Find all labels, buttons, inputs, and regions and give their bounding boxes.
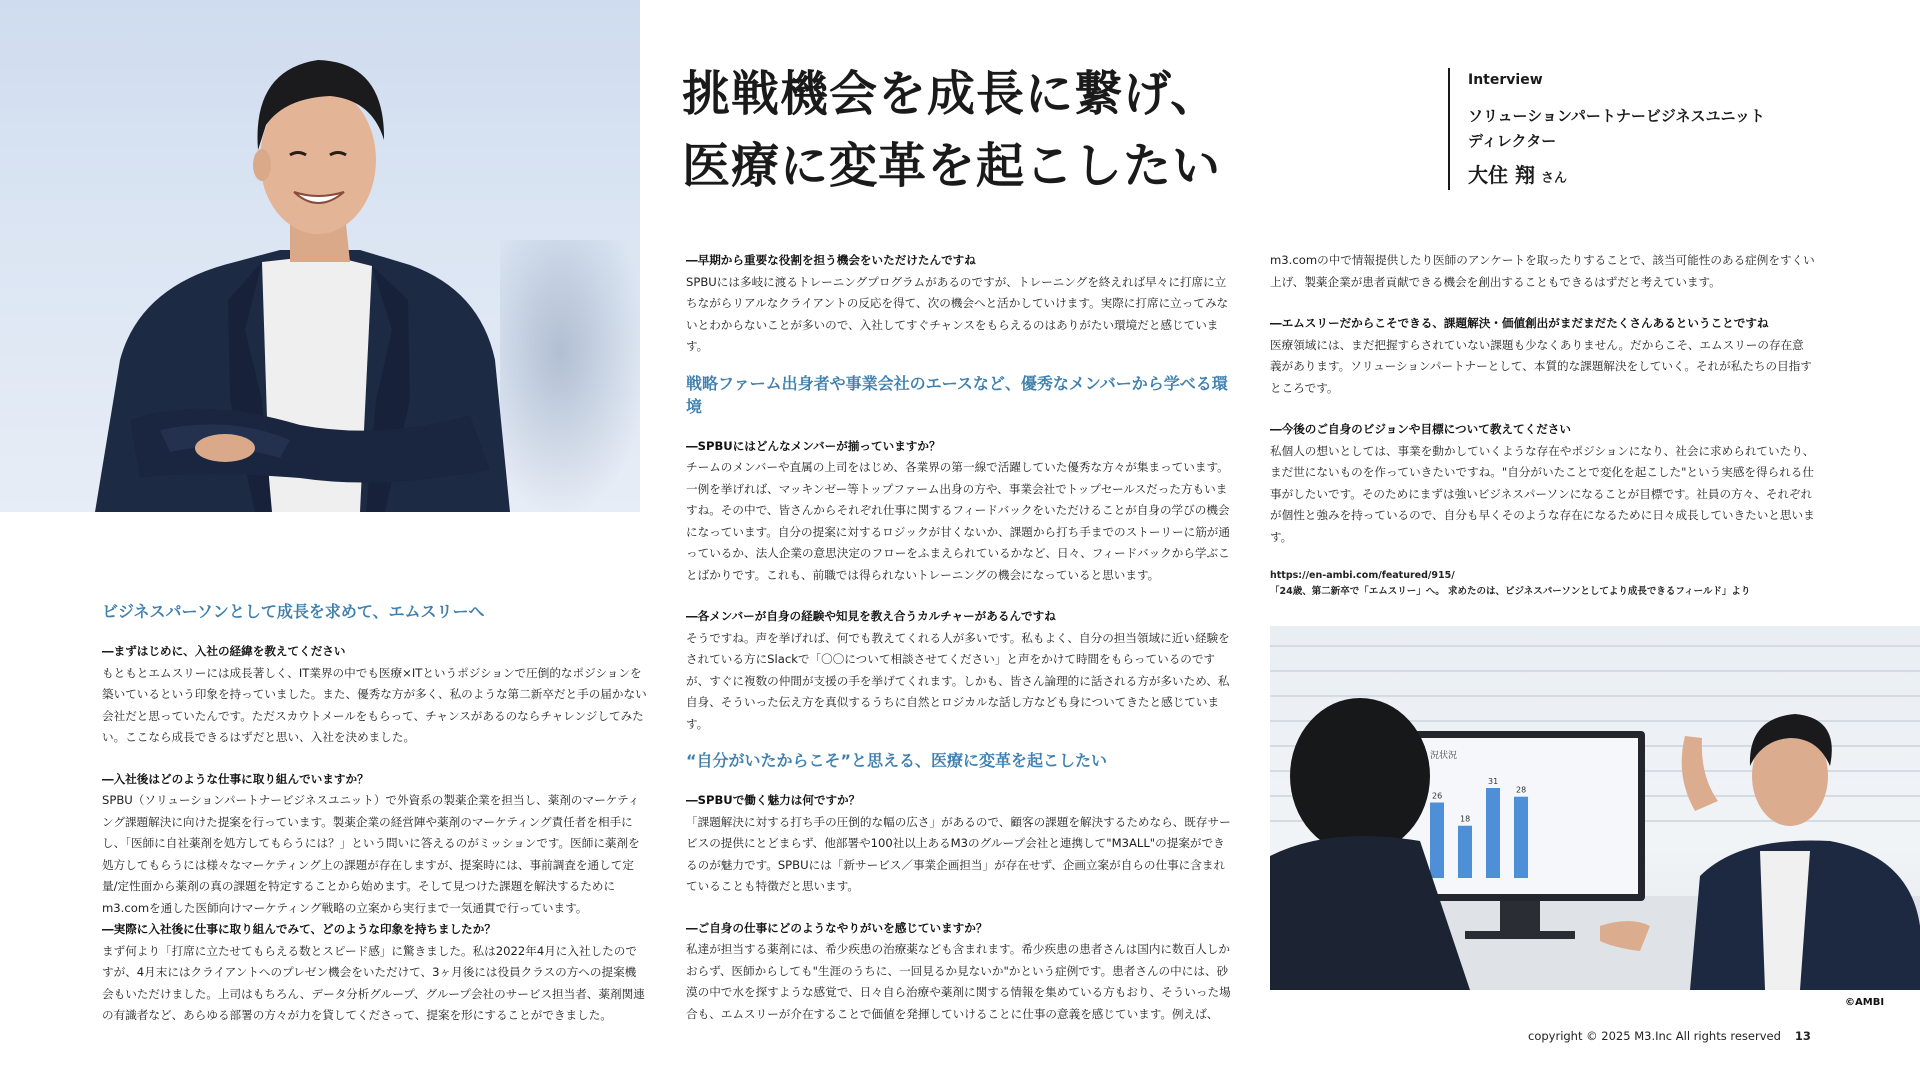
- question: ―まずはじめに、入社の経緯を教えてください: [102, 644, 346, 658]
- title-line-1: 挑戦機会を成長に繋げ、: [682, 66, 1220, 122]
- monitor-bar-label: 31: [1488, 777, 1499, 786]
- monitor-bar: [1514, 797, 1528, 878]
- column-2: [686, 250, 1231, 1025]
- copyright: copyright © 2025 M3.Inc All rights reserved: [1528, 1029, 1781, 1043]
- monitor-bar: [1430, 803, 1444, 878]
- answer: SPBUには多岐に渡るトレーニングプログラムがあるのですが、トレーニングを終えれば早々に打席に立ちながらリアルなクライアントの反応を得て、次の機会へと活かしていけます。実際に打席に立ってみないとわからないことが多いので、入社してすぐチャンスをもらえるのはありがたい環境だと感じています。: [686, 274, 1229, 353]
- profile-block: [1448, 68, 1888, 190]
- department-label: [1468, 104, 1888, 154]
- page-title: [682, 58, 1282, 202]
- answer: そうですね。声を挙げれば、何でも教えてくれる人が多いです。私もよく、自分の担当領域に近い経験をされている方にSlackで「〇〇について相談させてください」と声をかけて時間をもらっているのですが、すぐに複数の仲間が支援の手を挙げてくれます。しかも、皆さん論理的に話される方が多いため、私自身、そういった伝え方を真似するうちに自然とロジカルな話し方なども身についてきたと感じています。: [686, 630, 1230, 731]
- photo-credit: ©AMBI: [1845, 997, 1885, 1008]
- monitor-bar: [1486, 788, 1500, 878]
- answer: 医療領域には、まだ把握すらされていない課題も少なくありません。だからこそ、エムスリーの存在意義があります。ソリューションパートナーとして、本質的な課題解決をしていく。それが私たちの目指すところです。: [1270, 337, 1812, 395]
- question: ―SPBUで働く魅力は何ですか？: [686, 793, 861, 807]
- monitor-bar: [1458, 826, 1472, 878]
- column-3: [1270, 250, 1815, 600]
- section-heading: ビジネスパーソンとして成長を求めて、エムスリーへ: [102, 602, 485, 621]
- question: ―SPBUにはどんなメンバーが揃っていますか？: [686, 438, 941, 453]
- meeting-illustration: [1270, 626, 1920, 990]
- page-number: 13: [1794, 1029, 1811, 1043]
- interview-tag: Interview: [1468, 72, 1543, 88]
- portrait-illustration: [0, 0, 640, 512]
- answer: 「課題解決に対する打ち手の圧倒的な幅の広さ」があるので、顧客の課題を解決するためなら、既存サービスの提供にとどまらず、他部署や100社以上あるM3のグループ会社と連携して"M3ALL"の提案ができるのが魅力です。SPBUには「新サービス／事業企画担当」が存在せず、企画立案が自らの仕事に含まれていることも特徴だと思います。: [686, 814, 1231, 893]
- name-text: 大住 翔: [1468, 163, 1535, 187]
- question: ―入社後はどのような仕事に取り組んでいますか？: [102, 771, 369, 786]
- question: ―ご自身の仕事にどのようなやりがいを感じていますか？: [686, 920, 988, 935]
- job-title: ディレクター: [1468, 132, 1557, 150]
- answer: チームのメンバーや直属の上司をはじめ、各業界の第一線で活躍していた優秀な方々が集まっています。一例を挙げれば、マッキンゼー等トップファーム出身の方や、事業会社でトップセールスだった方もいますね。その中で、皆さんからそれぞれ仕事に関するフィードバックをいただけることが自身の学びの機会になっています。自分の提案に対するロジックが甘くないか、課題から打ち手までのストーリーに筋が通っているか、法人企業の意思決定のフローをふまえられているかなど、日々、フィードバックから学ぶことばかりです。これも、前職では得られないトレーニングの機会になっていると思います。: [686, 460, 1230, 582]
- monitor-bar-label: 28: [1516, 785, 1527, 795]
- person-name: [1468, 159, 1888, 188]
- title-line-2: 医療に変革を起こしたい: [682, 138, 1222, 194]
- answer: SPBU（ソリューションパートナービジネスユニット）で外資系の製薬企業を担当し、薬剤のマーケティング課題解決に向けた提案を行っています。製薬企業の経営陣や薬剤のマーケティング責任者を相手にし、「医師に自社薬剤を処方してもらうには？」という問いに答えるのがミッションです。医師に薬剤を処方してもらうには様々なマーケティング上の課題が存在しますが、提案時には、事前調査を通して定量/定性面から薬剤の真の課題を特定することから始めます。そして見つけた課題を解決するためにm3.comを通した医師向けマーケティング戦略の立案から実行まで一気通貫で行っています。: [102, 793, 640, 915]
- department-name: ソリューションパートナービジネスユニット: [1468, 107, 1765, 125]
- section-heading: “自分がいたからこそ”と思える、医療に変革を起こしたい: [686, 751, 1108, 770]
- column-1: [102, 600, 647, 1027]
- monitor-bar-label: 26: [1432, 791, 1443, 801]
- question: ―各メンバーが自身の経験や知見を教え合うカルチャーがあるんですね: [686, 609, 1056, 623]
- question: ―エムスリーだからこそできる、課題解決・価値創出がまだまだたくさんあるということですね: [1270, 316, 1769, 330]
- answer: もともとエムスリーには成長著しく、IT業界の中でも医療×ITというポジションで圧倒的なポジションを築いているという印象を持っていました。また、優秀な方が多く、私のような第二新卒だと手の届かない会社だと思っていたんです。ただスカウトメールをもらって、チャンスがあるのならチャレンジしてみたい。ここなら成長できるはずだと思い、入社を決めました。: [102, 665, 647, 744]
- source-url[interactable]: https://en-ambi.com/featured/915/: [1270, 570, 1455, 581]
- source-title: 「24歳、第二新卒で「エムスリー」へ。 求めたのは、ビジネスパーソンとしてより成長できるフィールド」より: [1270, 586, 1751, 597]
- answer: m3.comの中で情報提供したり医師のアンケートを取ったりすることで、該当可能性のある症例をすくい上げ、製薬企業が患者貢献できる機会を創出することもできるはずだと考えています。: [1270, 253, 1815, 289]
- section-heading: 戦略ファーム出身者や事業会社のエースなど、優秀なメンバーから学べる環境: [686, 373, 1228, 416]
- answer: 私達が担当する薬剤には、希少疾患の治療薬なども含まれます。希少疾患の患者さんは国内に数百人しかおらず、医師からしても"生涯のうちに、一回見るか見ないか"かという症例です。患者さんの中には、砂漠の中で水を探すような感覚で、日々自ら治療や薬剤に関する情報を集めている方もおり、そういった場合も、エムスリーが介在することで価値を発揮していけることに仕事の意義を感じています。例えば、: [686, 942, 1231, 1021]
- answer: まず何より「打席に立たせてもらえる数とスピード感」に驚きました。私は2022年4月に入社したのですが、4月末にはクライアントへのプレゼン機会をいただけて、3ヶ月後には役員クラスの方への提案機会もいただけました。上司はもちろん、データ分析グループ、グループ会社のサービス担当者、薬剤関連の有識者など、あらゆる部署の方々が力を貸してくださって、提案を形にすることができました。: [102, 943, 645, 1022]
- portrait-photo: [0, 0, 640, 512]
- question: ―早期から重要な役割を担う機会をいただけたんですね: [686, 253, 976, 267]
- honorific: さん: [1540, 171, 1567, 186]
- meeting-photo: [1270, 626, 1920, 990]
- monitor-bar-label: 18: [1460, 814, 1471, 824]
- footer: [1528, 1029, 1811, 1043]
- answer: 私個人の想いとしては、事業を動かしていくような存在やポジションになり、社会に求められていたり、まだ世にないものを作っていきたいですね。"自分がいたことで変化を起こした"という実感を得られる仕事がしたいです。そのためにまずは強いビジネスパーソンになることが目標です。社員の方々、それぞれが個性と強みを持っているので、自分も早くそのような存在になるために日々成長していきたいと思います。: [1270, 443, 1815, 544]
- question: ―実際に入社後に仕事に取り組んでみて、どのような印象を持ちましたか？: [102, 922, 496, 936]
- question: ―今後のご自身のビジョンや目標について教えてください: [1270, 422, 1571, 436]
- monitor-title: 況状況: [1430, 751, 1458, 761]
